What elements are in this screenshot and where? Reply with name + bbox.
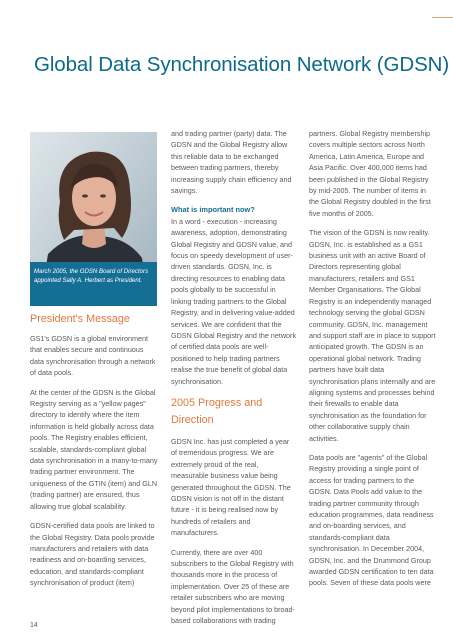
top-accent-line — [432, 17, 453, 18]
col3-paragraph-1: partners. Global Registry membership covers multiple sectors across North America, Latin America, Europe and Asia Pacific. Over 400,000 items had been published in the Global Registry by mid-2005. The number of items in the Global Registry doubled in the first five months of 2005. — [309, 129, 431, 218]
col3-paragraph-3: Data pools are "agents" of the Global Registry providing a single point of access for trading partners to the GDSN. Data Pools add value to the trading partner community through education programmes, data readiness and on-boarding services, and standards-compliant data synchronisation. In December 2004, GDSN, Inc. and the Drummond Group awarded GDSN certification to ten data pools. Seven of these data pools were — [309, 452, 434, 588]
col1-paragraph-3: GDSN-certified data pools are linked to the Global Registry. Data pools provide manufacturers and retailers with data readiness and on-boarding services, education, and standards-compliant synchronisation of product (item) — [30, 521, 155, 588]
page-title: Global Data Synchronisation Network (GDSN) — [34, 53, 450, 76]
column-2 — [171, 128, 297, 634]
progress-direction-heading: 2005 Progress and Direction — [171, 396, 263, 427]
column-1 — [30, 313, 159, 597]
photo-caption: March 2005, the GDSN Board of Directors appointed Sally A. Herbert as President. — [34, 268, 149, 285]
col2-paragraph-2: In a word - execution - increasing awareness, adoption, demonstrating Global Registry and GDSN value, and focus on speedy development of user-driven standards. GDSN, Inc. is directing resources to enabling data pools globally to be successful in linking trading partners to the Global Registry, and in delivering value-added services. We are confident that the GDSN Global Registry and the network of certified data pools are well-positioned to help trading partners realise the true benefit of global data synchronisation. — [171, 216, 297, 386]
what-is-important-heading: What is important now? — [171, 205, 255, 215]
col2-paragraph-1: and trading partner (party) data. The GDSN and the Global Registry allow this reliable data to be exchanged between trading partners, thereby increasing supply chain efficiency and savings. — [171, 129, 292, 196]
col1-paragraph-1: GS1's GDSN is a global environment that enables secure and continuous data synchronisation through a network of data pools. — [30, 334, 156, 378]
page-number: 14 — [30, 622, 38, 629]
col2-paragraph-4: Currently, there are over 400 subscribers to the Global Registry with thousands more in the process of implementation. Over 25 of these are retailer subscribers who are moving beyond pilot implementations to broad-based collaborations with trading — [171, 547, 295, 626]
col3-paragraph-2: The vision of the GDSN is now reality. GDSN, Inc. is established as a GS1 business unit with an active Board of Directors representing global manufacturers, retailers and GS1 Member Organisations. The Global Registry is an independently managed technology serving the global GDSN community. GDSN, Inc. management and support staff are in place to support anticipated growth. The GDSN is an operational global network. Trading partners have built data synchronisation plans internally and are aligning systems and processes behind their firewalls to enable data synchronisation as the foundation for other collaborative supply chain activities. — [309, 228, 436, 443]
column-3 — [309, 128, 436, 597]
photo-caption-box — [30, 262, 157, 306]
presidents-message-heading: President's Message — [30, 313, 130, 325]
col2-paragraph-3: GDSN Inc. has just completed a year of tremendous progress. We are extremely proud of the real, measurable business value being generated throughout the GDSN. The GDSN vision is not off in the distant future - it is being realised now by hundreds of retailers and manufacturers. — [171, 436, 291, 538]
col1-paragraph-2: At the center of the GDSN is the Global Registry serving as a "yellow pages" directory to identify where the item information is held globally across data pools. The Registry enables efficient, scalable, standards-compliant global data synchronisation in a many-to-many trading partner environment. The uniqueness of the GTIN (item) and GLN (trading partner) are ensured, thus allowing true global scalability. — [30, 387, 158, 511]
